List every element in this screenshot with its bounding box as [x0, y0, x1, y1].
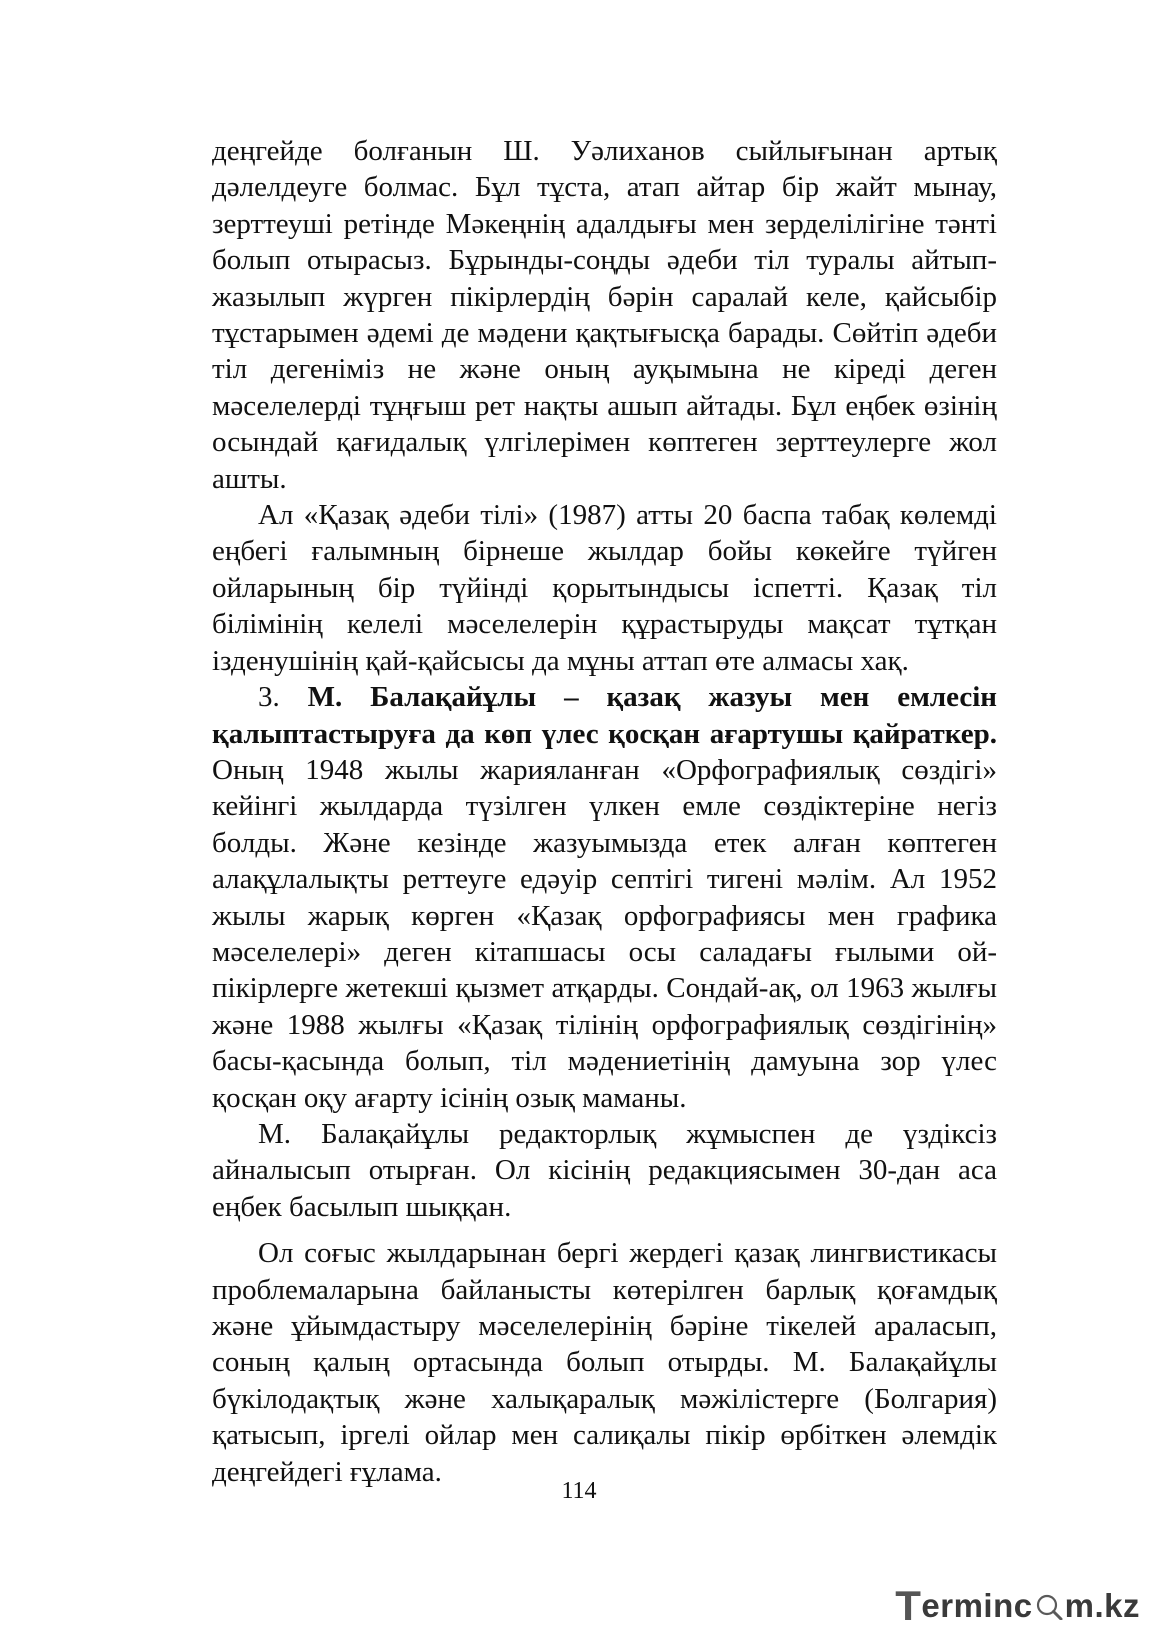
paragraph-3: [212, 679, 997, 1116]
page-body: [212, 133, 997, 1490]
paragraph-3-heading: М. Балақайұлы – қазақ жазуы мен емлесін қалыптастыруға да көп үлес қосқан ағартушы қайраткер.: [212, 681, 997, 750]
paragraph-2: Ал «Қазақ әдеби тілі» (1987) атты 20 баспа табақ көлемді еңбегі ғалымның бірнеше жылдар бойы көкейге түйген ойларының бір түйінді қорытындысы іспетті. Қазақ тіл білімінің келелі мәселелерін құрастыруды мақсат тұтқан ізденушінің қай-қайсысы да мұны аттап өте алмасы хақ.: [212, 499, 997, 677]
paragraph-3-text: Оның 1948 жылы жарияланған «Орфографиялық сөздігі» кейінгі жылдарда түзілген үлкен емле сөздіктеріне негіз болды. Және кезінде жазуымызда етек алған көптеген алақұлалықты реттеуге едәуір септігі тигені мәлім. Ал 1952 жылы жарық көрген «Қазақ орфографиясы мен графика мәселелері» деген кітапшасы осы саладағы ғылыми ой-пікірлерге жетекші қызмет атқарды. Сондай-ақ, ол 1963 жылғы және 1988 жылғы «Қазақ тілінің орфографиялық сөздігінің» басы-қасында болып, тіл мәдениетінің дамуына зор үлес қосқан оқу ағарту ісінің озық маманы.: [212, 753, 997, 1114]
watermark-text-start: ermin: [921, 1587, 1014, 1624]
termincom-watermark: [895, 1584, 1140, 1628]
watermark-text-c: c: [1013, 1587, 1033, 1624]
magnifier-icon: [1035, 1592, 1063, 1620]
paragraph-1: деңгейде болғанын Ш. Уәлиханов сыйлығынан артық дәлелдеуге болмас. Бұл тұста, атап айтар бір жайт мынау, зерттеуші ретінде Мәкеңнің адалдығы мен зерделілігіне тәнті болып отырасыз. Бұрынды-соңды әдеби тіл туралы айтып-жазылып жүрген пікірлердің бәрін саралай келе, қайсыбір тұстарымен әдемі де мәдени қақтығысқа барады. Сөйтіп әдеби тіл дегеніміз не және оның ауқымына не кіреді деген мәселелерді тұңғыш рет нақты ашып айтады. Бұл еңбек өзінің осындай қағидалық үлгілерімен көптеген зерттеулерге жол ашты.: [212, 135, 997, 495]
watermark-first-letter: T: [895, 1582, 922, 1629]
watermark-text-end: m.kz: [1064, 1587, 1140, 1624]
paragraph-5: Ол соғыс жылдарынан бергі жердегі қазақ лингвистикасы проблемаларына байланысты көтерілген барлық қоғамдық және ұйымдастыру мәселелерінің бәріне тікелей араласып, соның қалың ортасында болып отырды. М. Балақайұлы бүкілодақтық және халықаралық мәжілістерге (Болгария) қатысып, іргелі ойлар мен салиқалы пікір өрбіткен әлемдік деңгейдегі ғұлама.: [212, 1237, 997, 1488]
paragraph-3-number: 3.: [258, 681, 308, 714]
page-number: 114: [561, 1478, 597, 1504]
paragraph-4: М. Балақайұлы редакторлық жұмыспен де үздіксіз айналысып отырған. Ол кісінің редакциясымен 30-дан аса еңбек басылып шыққан.: [212, 1117, 997, 1223]
